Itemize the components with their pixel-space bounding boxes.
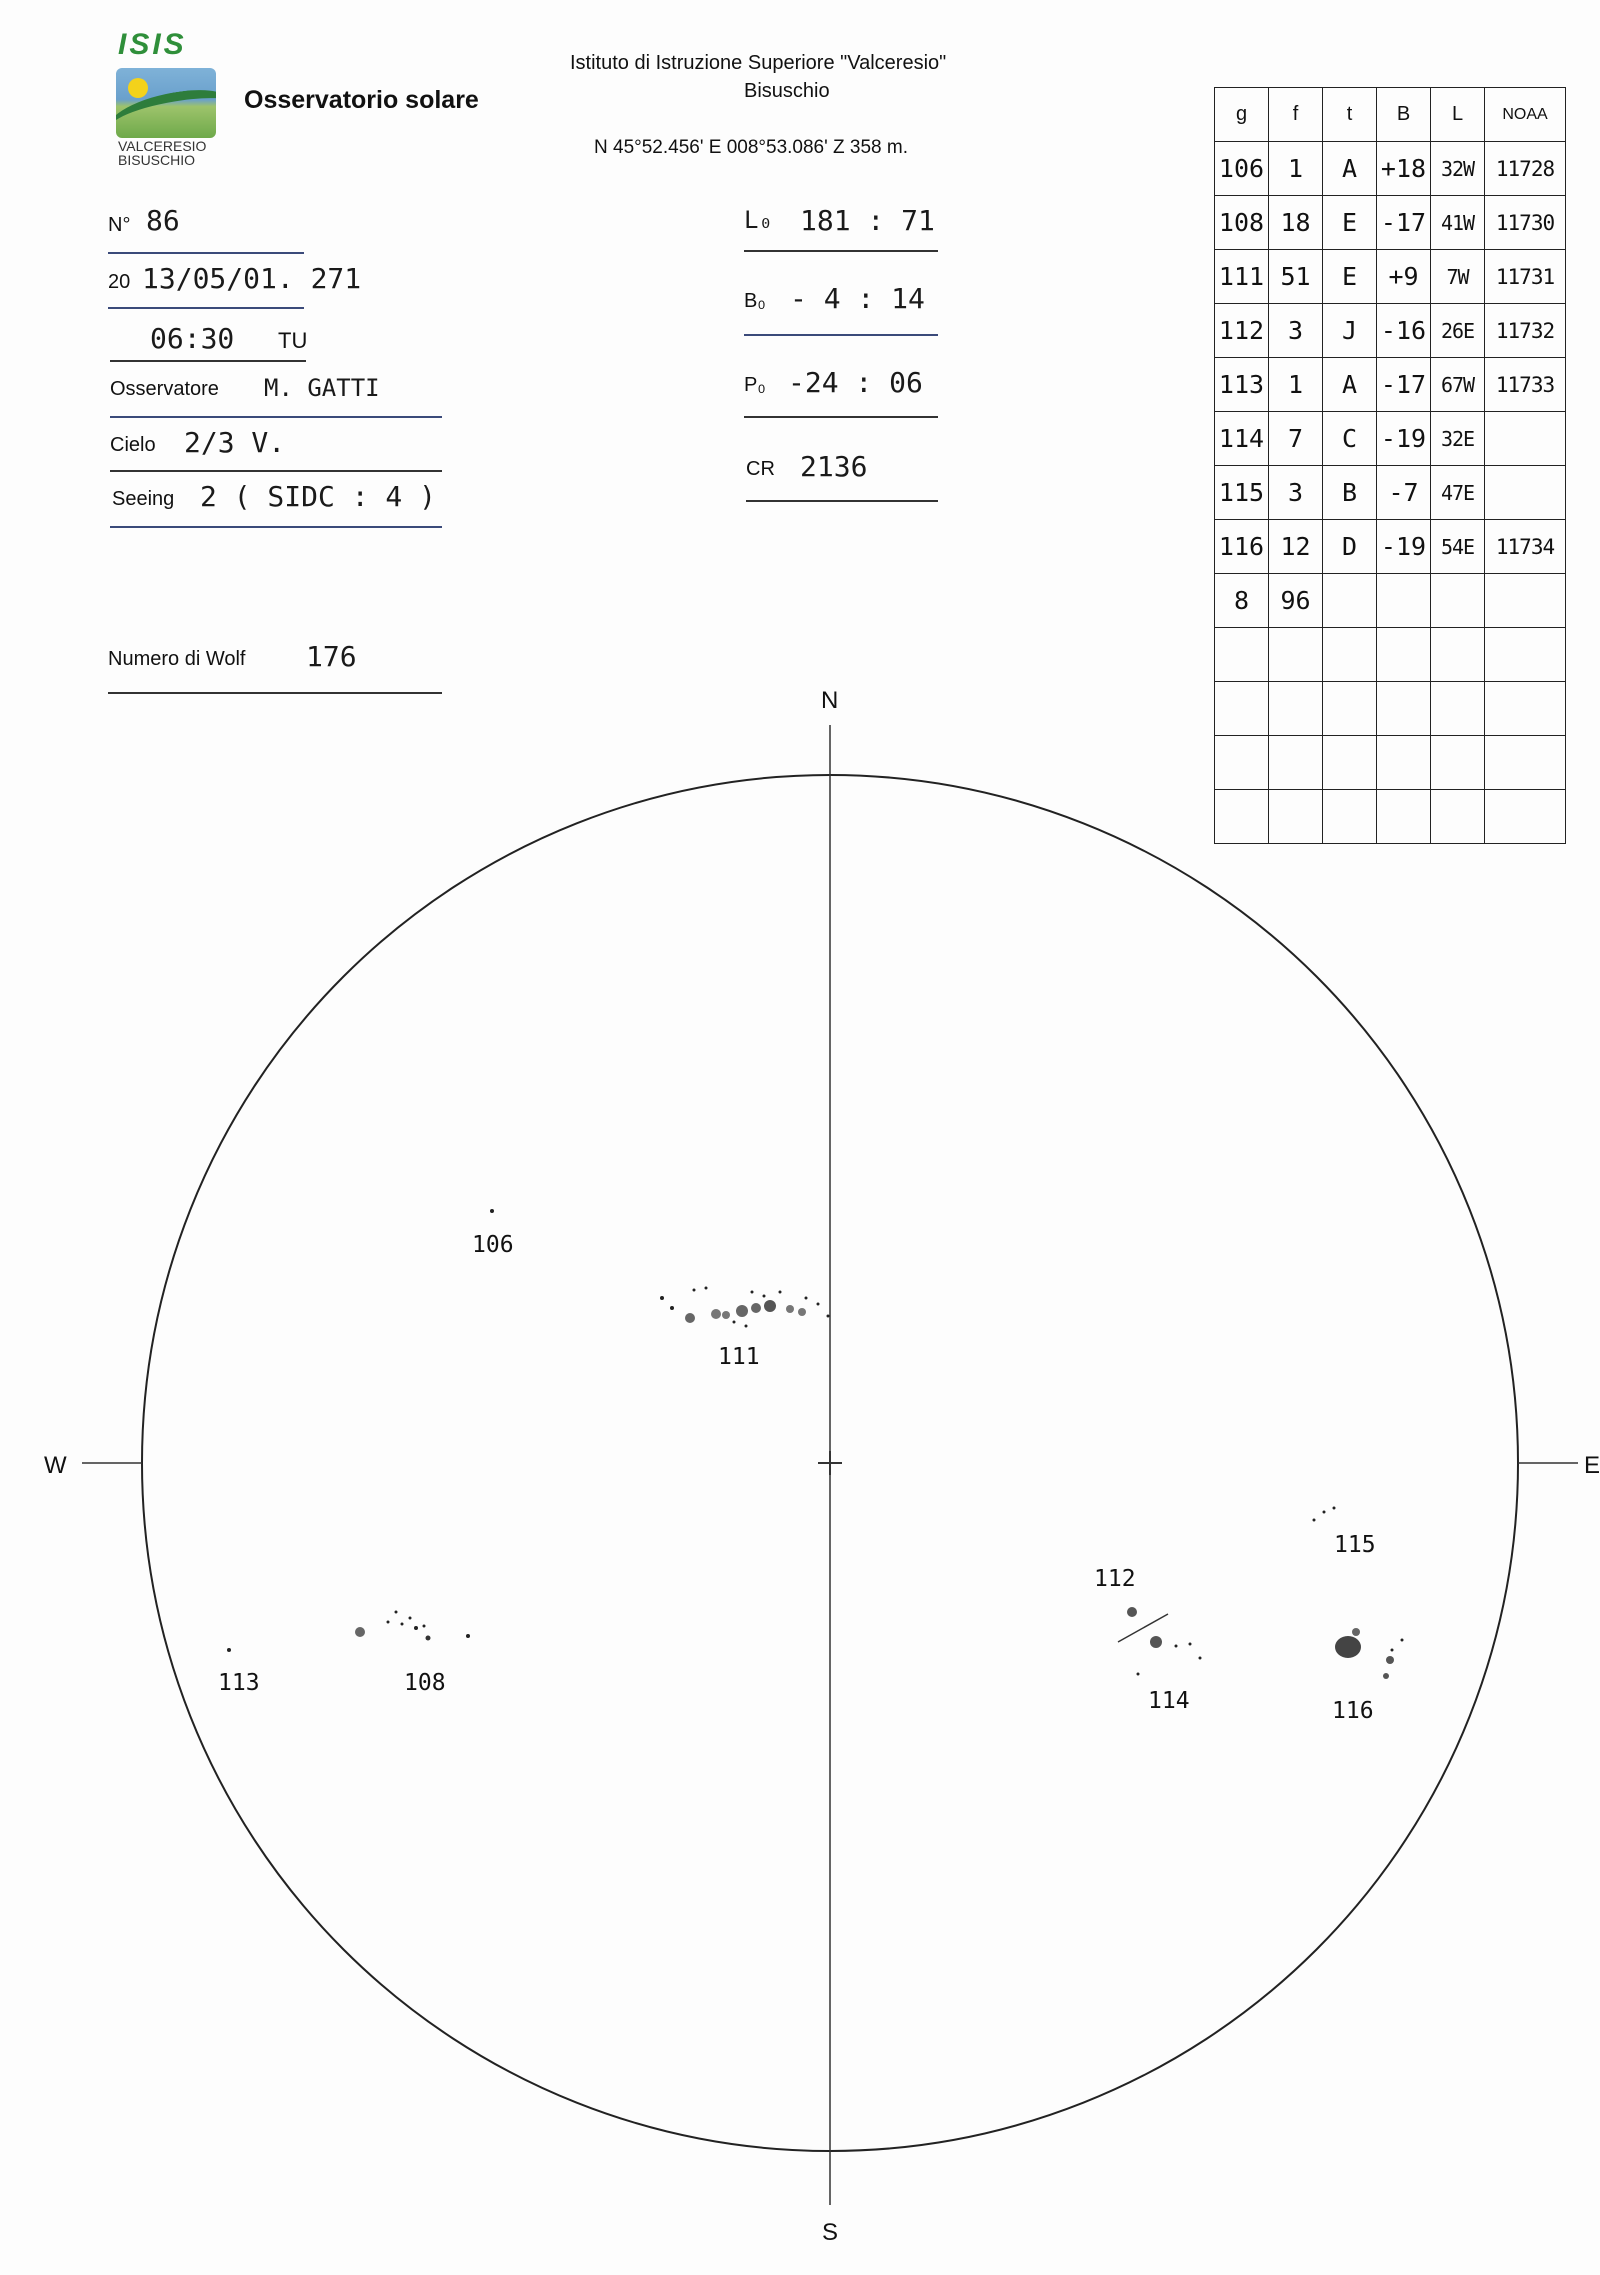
cell-f: 3	[1269, 466, 1323, 520]
cell-l: 47E	[1431, 466, 1485, 520]
cell-noaa: 11733	[1485, 358, 1566, 412]
west-label: W	[44, 1452, 67, 1479]
cell-t: J	[1323, 304, 1377, 358]
cell-t: A	[1323, 358, 1377, 412]
number-label: N°	[108, 214, 131, 236]
sunspot-112	[1127, 1607, 1137, 1617]
cell-t: E	[1323, 196, 1377, 250]
seeing-value: 2 ( SIDC : 4 )	[200, 480, 437, 513]
group-label-111: 111	[718, 1344, 760, 1370]
cell-f: 7	[1269, 412, 1323, 466]
p0-label: P₀	[744, 374, 766, 396]
cell-noaa: 11730	[1485, 196, 1566, 250]
cell-t: C	[1323, 412, 1377, 466]
cell-g: 112	[1215, 304, 1269, 358]
cell-t: B	[1323, 466, 1377, 520]
col-header-b: B	[1377, 88, 1431, 142]
cell-g: 116	[1215, 520, 1269, 574]
cell-g: 108	[1215, 196, 1269, 250]
col-header-noaa: NOAA	[1485, 88, 1566, 142]
cell-b: -19	[1377, 412, 1431, 466]
cell-f: 1	[1269, 358, 1323, 412]
institute-town: Bisuschio	[744, 80, 830, 102]
cell-g: 115	[1215, 466, 1269, 520]
south-label: S	[822, 2219, 839, 2246]
east-label: E	[1584, 1452, 1600, 1479]
cell-l: 26E	[1431, 304, 1485, 358]
cell-l: 67W	[1431, 358, 1485, 412]
b0-value: - 4 : 14	[790, 282, 925, 315]
cell-t: A	[1323, 142, 1377, 196]
col-header-f: f	[1269, 88, 1323, 142]
time-unit: TU	[278, 328, 308, 353]
observer-value: M. GATTI	[264, 374, 380, 402]
p0-value: -24 : 06	[788, 366, 923, 399]
cell-t: E	[1323, 250, 1377, 304]
seeing-label: Seeing	[112, 488, 175, 510]
group-label-108: 108	[404, 1670, 446, 1696]
sky-value: 2/3 V.	[184, 426, 286, 459]
sunspot-group-111	[660, 1287, 830, 1328]
group-label-112: 112	[1094, 1566, 1136, 1592]
date-value: 13/05/01. 271	[142, 262, 362, 295]
group-label-114: 114	[1148, 1688, 1190, 1714]
date-prefix: 20	[108, 271, 131, 293]
cell-b: -17	[1377, 196, 1431, 250]
cell-b: -7	[1377, 466, 1431, 520]
cell-g: 8	[1215, 574, 1269, 628]
cell-f: 3	[1269, 304, 1323, 358]
col-header-t: t	[1323, 88, 1377, 142]
cell-g: 111	[1215, 250, 1269, 304]
cell-t: D	[1323, 520, 1377, 574]
logo-caption-valceresio: VALCERESIO	[118, 138, 207, 154]
group-112-114-divider	[1118, 1614, 1168, 1642]
group-label-116: 116	[1332, 1698, 1374, 1724]
isis-logo-text: ISIS	[118, 28, 187, 61]
sunspot-group-115	[1313, 1507, 1336, 1522]
north-label: N	[821, 687, 839, 714]
observer-label: Osservatore	[110, 378, 219, 400]
number-value: 86	[146, 204, 180, 237]
cell-noaa: 11728	[1485, 142, 1566, 196]
group-label-106: 106	[472, 1232, 514, 1258]
time-value: 06:30	[150, 322, 235, 355]
cell-noaa: 11732	[1485, 304, 1566, 358]
site-coordinates: N 45°52.456' E 008°53.086' Z 358 m.	[594, 137, 908, 158]
cell-b: -19	[1377, 520, 1431, 574]
sky-label: Cielo	[110, 434, 156, 456]
sunspot-113	[227, 1648, 231, 1652]
cell-f: 1	[1269, 142, 1323, 196]
cell-g: 106	[1215, 142, 1269, 196]
cell-l: 7W	[1431, 250, 1485, 304]
sunspot-group-108	[355, 1611, 470, 1641]
cell-b: +18	[1377, 142, 1431, 196]
cell-g: 113	[1215, 358, 1269, 412]
cell-l: 32E	[1431, 412, 1485, 466]
cell-l: 32W	[1431, 142, 1485, 196]
cell-b: -16	[1377, 304, 1431, 358]
cell-g: 114	[1215, 412, 1269, 466]
sunspot-group-116	[1335, 1628, 1404, 1679]
cell-noaa: 11731	[1485, 250, 1566, 304]
group-label-115: 115	[1334, 1532, 1376, 1558]
logo-caption-bisuschio: BISUSCHIO	[118, 152, 196, 168]
group-label-113: 113	[218, 1670, 260, 1696]
wolf-number-value: 176	[306, 640, 357, 673]
cr-value: 2136	[800, 450, 868, 483]
cr-label: CR	[746, 458, 775, 480]
cell-b: +9	[1377, 250, 1431, 304]
cell-l: 54E	[1431, 520, 1485, 574]
cell-f: 51	[1269, 250, 1323, 304]
cell-f: 12	[1269, 520, 1323, 574]
col-header-l: L	[1431, 88, 1485, 142]
b0-label: B₀	[744, 290, 766, 312]
col-header-g: g	[1215, 88, 1269, 142]
cell-noaa: 11734	[1485, 520, 1566, 574]
l0-value: 181 : 71	[800, 204, 935, 237]
observatory-title: Osservatorio solare	[244, 86, 479, 114]
cell-l: 41W	[1431, 196, 1485, 250]
wolf-number-label: Numero di Wolf	[108, 648, 246, 670]
cell-b: -17	[1377, 358, 1431, 412]
l0-label: L₀	[744, 206, 773, 234]
cell-f: 18	[1269, 196, 1323, 250]
sunspot-group-114	[1137, 1636, 1202, 1676]
sunspot-106	[490, 1209, 494, 1213]
institute-name: Istituto di Istruzione Superiore "Valceresio"	[570, 52, 947, 74]
cell-f: 96	[1269, 574, 1323, 628]
